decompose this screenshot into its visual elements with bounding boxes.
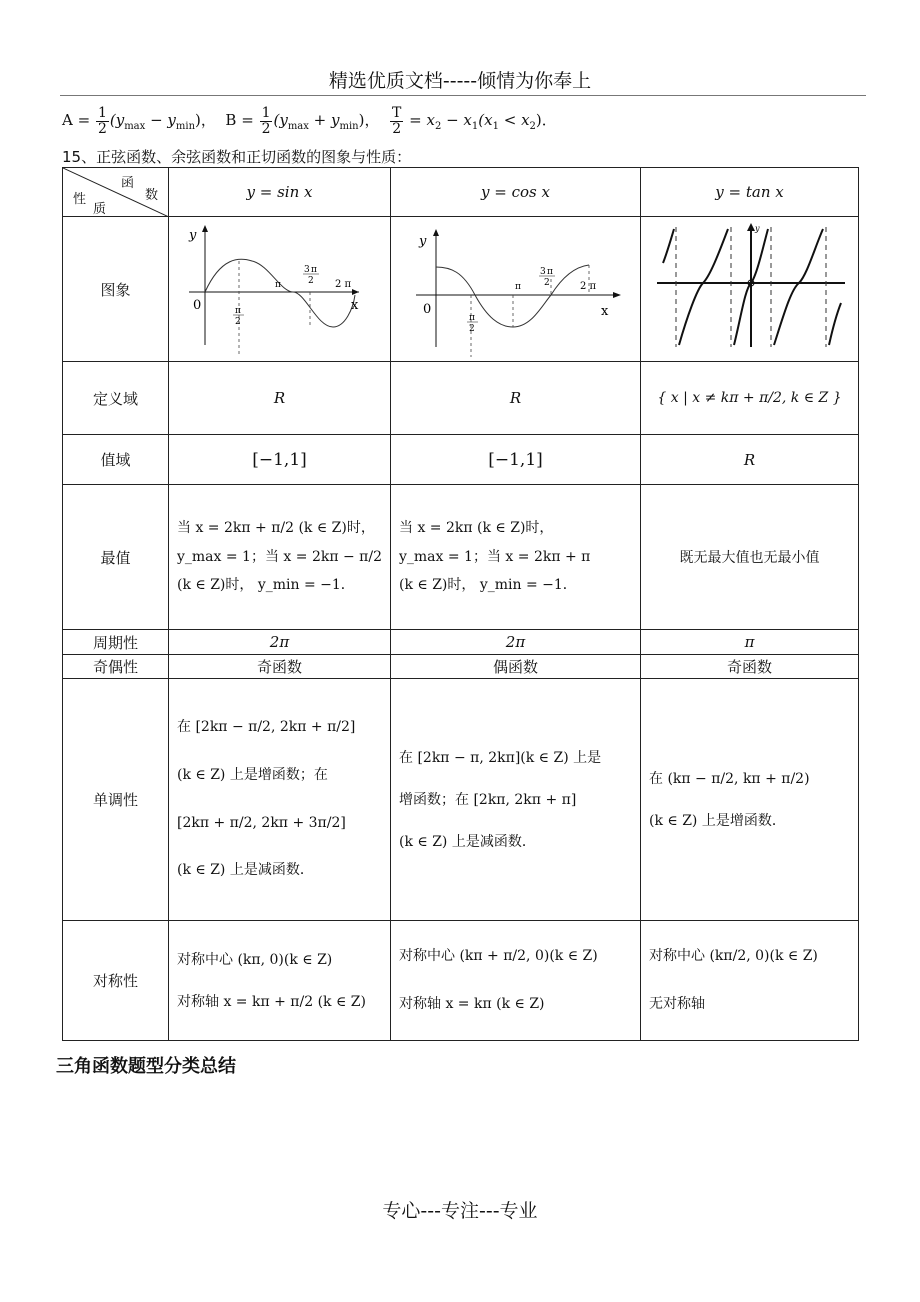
symmetry-tan-line2: 无对称轴 [649, 995, 705, 1012]
formula-a-lhs: A = [62, 111, 91, 130]
symmetry-tan [641, 921, 859, 1041]
corner-label-b: 数 [144, 188, 158, 203]
corner-label-a: 函 [120, 176, 134, 191]
extreme-cos-line3: (k ∈ Z)时， y_min = −1． [399, 577, 577, 594]
row-label-monotonic: 单调性 [63, 679, 169, 921]
svg-text:π: π [547, 267, 553, 277]
sin-2pi-label: 2 π [335, 279, 352, 290]
svg-text:y: y [755, 224, 760, 233]
column-cos-header: y = cos x [391, 168, 641, 217]
range-sin: [−1,1] [169, 435, 391, 485]
tan-graph [641, 217, 859, 357]
cos-origin-label: 0 [423, 302, 432, 317]
page-header: 精选优质文档-----倾情为你奉上 [328, 70, 592, 92]
trig-properties-table [62, 167, 859, 1041]
monotonic-sin-line3: [2kπ + π/2, 2kπ + 3π/2] [177, 814, 346, 831]
sin-y-label: y [189, 228, 197, 243]
range-tan: R [641, 435, 859, 485]
symmetry-sin-line2: 对称轴 x = kπ + π/2 (k ∈ Z) [177, 993, 366, 1010]
bottom-section-title: 三角函数题型分类总结 [56, 1056, 236, 1077]
domain-sin: R [169, 362, 391, 435]
cos-x-label: x [601, 304, 609, 319]
extreme-sin [169, 485, 391, 630]
svg-text:2: 2 [308, 276, 314, 286]
tan-graph-cell [641, 217, 859, 362]
corner-label-c: 性 [73, 192, 87, 207]
sin-origin-label: 0 [193, 298, 202, 313]
symmetry-cos [391, 921, 641, 1041]
monotonic-sin-line4: (k ∈ Z) 上是减函数． [177, 862, 314, 879]
column-tan-header: y = tan x [641, 168, 859, 217]
symmetry-sin [169, 921, 391, 1041]
monotonic-row [63, 679, 859, 921]
parity-sin: 奇函数 [169, 655, 391, 679]
amplitude-formula-line: A = $\frac{1}{2}$ $(y_{max} - y_{min})$， B = $\frac{1}{2}$ $(y_{max} + y_{min})$， $\frac{T}{2}$ = $x_2 - x_1(x_1 < x_2)$． [62, 105, 557, 137]
graph-row [63, 217, 859, 362]
fraction-t-half: $\frac{T}{2}$ [392, 105, 402, 137]
extreme-sin-line3: (k ∈ Z)时， y_min = −1． [177, 577, 355, 594]
symmetry-cos-line1: 对称中心 (kπ + π/2, 0)(k ∈ Z) [399, 947, 598, 964]
monotonic-sin-line2: (k ∈ Z) 上是增函数；在 [177, 766, 328, 783]
monotonic-cos-line2: 增函数；在 [2kπ, 2kπ + π] [399, 791, 577, 808]
column-sin-header: y = sin x [169, 168, 391, 217]
row-label-range: 值域 [63, 435, 169, 485]
row-label-domain: 定义域 [63, 362, 169, 435]
corner-header-cell [63, 168, 169, 217]
svg-text:3: 3 [540, 267, 546, 277]
fraction-half-a: $\frac{1}{2}$ [97, 105, 107, 137]
extreme-cos [391, 485, 641, 630]
parity-tan: 奇函数 [641, 655, 859, 679]
sin-pi-label: π [275, 280, 281, 290]
extreme-tan: 既无最大值也无最小值 [641, 485, 859, 630]
svg-text:3: 3 [304, 265, 310, 275]
symmetry-tan-line1: 对称中心 (kπ/2, 0)(k ∈ Z) [649, 947, 818, 964]
period-row [63, 630, 859, 655]
sin-graph [169, 217, 391, 357]
cos-graph [391, 217, 641, 357]
svg-text:2: 2 [544, 278, 550, 288]
domain-cos: R [391, 362, 641, 435]
monotonic-cos-line1: 在 [2kπ − π, 2kπ](k ∈ Z) 上是 [399, 749, 602, 766]
fraction-half-b: $\frac{1}{2}$ [261, 105, 271, 137]
monotonic-cos-line3: (k ∈ Z) 上是减函数． [399, 833, 536, 850]
period-cos: 2π [391, 630, 641, 655]
extreme-cos-line2: y_max = 1；当 x = 2kπ + π [399, 548, 591, 565]
svg-text:π: π [235, 306, 241, 316]
cos-y-label: y [419, 234, 427, 249]
period-sin: 2π [169, 630, 391, 655]
symmetry-cos-line2: 对称轴 x = kπ (k ∈ Z) [399, 995, 545, 1012]
header-rule [60, 95, 866, 96]
monotonic-sin [169, 679, 391, 921]
extreme-cos-line1: 当 x = 2kπ (k ∈ Z)时， [399, 519, 554, 536]
monotonic-sin-line1: 在 [2kπ − π/2, 2kπ + π/2] [177, 719, 356, 736]
monotonic-tan-line1: 在 (kπ − π/2, kπ + π/2) [649, 770, 810, 787]
extreme-sin-line1: 当 x = 2kπ + π/2 (k ∈ Z)时， [177, 519, 375, 536]
svg-text:π: π [469, 313, 475, 323]
row-label-period: 周期性 [63, 630, 169, 655]
range-cos: [−1,1] [391, 435, 641, 485]
formula-b-lhs: B = [225, 111, 254, 130]
sin-graph-cell [169, 217, 391, 362]
symmetry-row [63, 921, 859, 1041]
extreme-row [63, 485, 859, 630]
page-footer: 专心---专注---专业 [382, 1200, 538, 1222]
domain-tan: { x | x ≠ kπ + π/2, k ∈ Z } [641, 362, 859, 435]
range-row [63, 435, 859, 485]
row-label-parity: 奇偶性 [63, 655, 169, 679]
corner-label-d: 质 [93, 202, 107, 217]
symmetry-sin-line1: 对称中心 (kπ, 0)(k ∈ Z) [177, 951, 333, 968]
table-header-row [63, 168, 859, 217]
row-label-symmetry: 对称性 [63, 921, 169, 1041]
row-label-graph: 图象 [63, 217, 169, 362]
svg-text:π: π [311, 265, 317, 275]
row-label-extreme: 最值 [63, 485, 169, 630]
extreme-sin-line2: y_max = 1；当 x = 2kπ − π/2 [177, 548, 382, 565]
period-tan: π [641, 630, 859, 655]
svg-text:2: 2 [469, 324, 475, 334]
svg-text:2: 2 [235, 317, 241, 327]
monotonic-cos [391, 679, 641, 921]
monotonic-tan-line2: (k ∈ Z) 上是增函数． [649, 812, 786, 829]
cos-pi-label: π [515, 282, 521, 292]
domain-row [63, 362, 859, 435]
cos-2pi-label: 2 π [580, 281, 597, 292]
monotonic-tan [641, 679, 859, 921]
section-title: 15、正弦函数、余弦函数和正切函数的图象与性质： [62, 148, 412, 166]
sin-x-label: x [351, 298, 359, 313]
cos-graph-cell [391, 217, 641, 362]
parity-row [63, 655, 859, 679]
parity-cos: 偶函数 [391, 655, 641, 679]
